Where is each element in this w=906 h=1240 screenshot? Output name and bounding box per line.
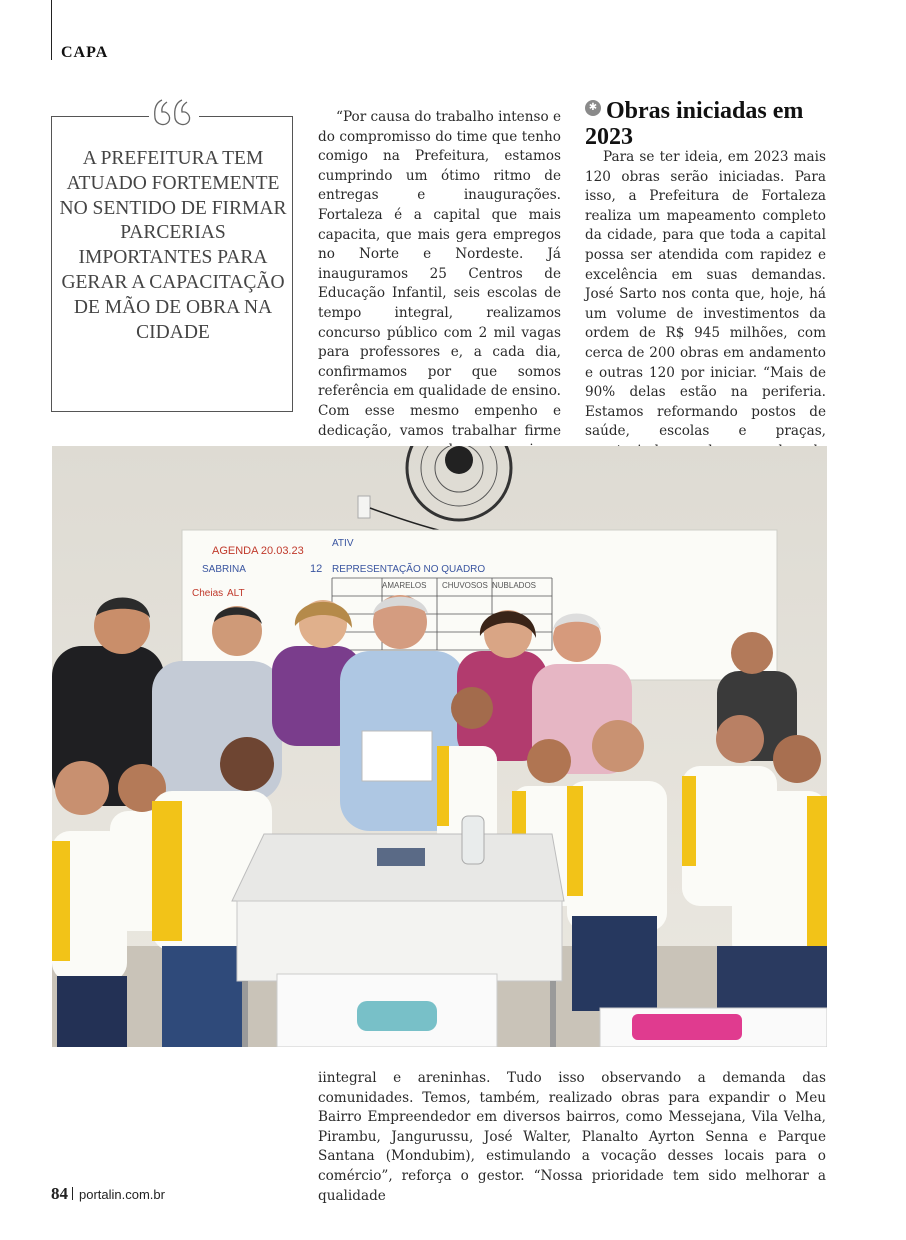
svg-text:NUBLADOS: NUBLADOS [492, 581, 537, 590]
section-label: CAPA [61, 44, 109, 61]
pullquote-box [51, 116, 293, 412]
article-column-middle: “Por causa do trabalho intenso e do compromisso do time que tenho comigo na Prefeitura, estamos cumprindo um ótimo ritmo de entregas e inaugurações. Fortaleza é a capital que mais capacita, que mais gera empregos no Norte e Nordeste. Já inauguramos 25 Centros de Educação Infantil, seis escolas de tempo integral, realizamos concurso público com 2 mil vagas para professores e, a cada dia, confirmamos por que somos referência em qualidade de ensino. Com esse mesmo empenho e dedicação, vamos trabalhar firme [318, 109, 562, 439]
header-rule [51, 0, 52, 60]
footer-divider [72, 1187, 73, 1200]
svg-text:Cheias: Cheias [192, 588, 224, 599]
classroom-photo-illustration [52, 446, 827, 1047]
svg-text:REPRESENTAÇÃO NO QUADRO: REPRESENTAÇÃO NO QUADRO [332, 564, 486, 575]
footer-site: portalin.com.br [79, 1187, 165, 1202]
classroom-photo [52, 446, 827, 1047]
svg-text:12: 12 [310, 563, 323, 575]
subheading [585, 98, 835, 150]
svg-text:AGENDA 20.03.23: AGENDA 20.03.23 [212, 545, 304, 557]
heading-bullet-icon [585, 100, 601, 116]
article-column-right: Para se ter ideia, em 2023 mais 120 obras serão iniciadas. Para isso, a Prefeitura de Fortaleza realiza um mapeamento completo da cidade, para que toda a capital possa ser atendida com rapidez e excelência em suas demandas. José Sarto nos conta que, hoje, há um volume de investimentos da ordem de R$ 945 milhões, com cerca de 200 obras em andamento e outras 120 por iniciar. “Mais de 90% delas estão na periferia. Estamos reformando postos de saúde, escolas e praças, [585, 149, 826, 440]
page-footer [51, 1184, 165, 1204]
article-column-bottom: iintegral e areninhas. Tudo isso observando a demanda das comunidades. Temos, também, realizado obras para expandir o Meu Bairro Empreendedor em diversos bairros, como Messejana, Vila Velha, Pirambu, Jangurussu, José Walter, Planalto Ayrton Senna e Parque Santana (Mondubim), estimulando a vocação desses locais para o comércio”, reforça o gestor. “Nossa prioridade tem sido melhorar a qualidade [318, 1070, 826, 1204]
svg-text:ATIV: ATIV [332, 538, 354, 549]
quote-icon [149, 96, 199, 136]
svg-text:ALT: ALT [227, 588, 245, 599]
subheading-text: Obras iniciadas em 2023 [585, 98, 804, 150]
page-number: 84 [51, 1184, 68, 1203]
pullquote-text: A PREFEITURA TEM ATUADO FORTEMENTE NO SENTIDO DE FIRMAR PARCERIAS IMPORTANTES PARA GERAR A CAPACITAÇÃO DE MÃO DE OBRA NA CIDADE [59, 148, 287, 343]
svg-text:AMARELOS: AMARELOS [382, 581, 427, 590]
svg-text:CHUVOSOS: CHUVOSOS [442, 581, 488, 590]
svg-text:SABRINA: SABRINA [202, 564, 246, 575]
